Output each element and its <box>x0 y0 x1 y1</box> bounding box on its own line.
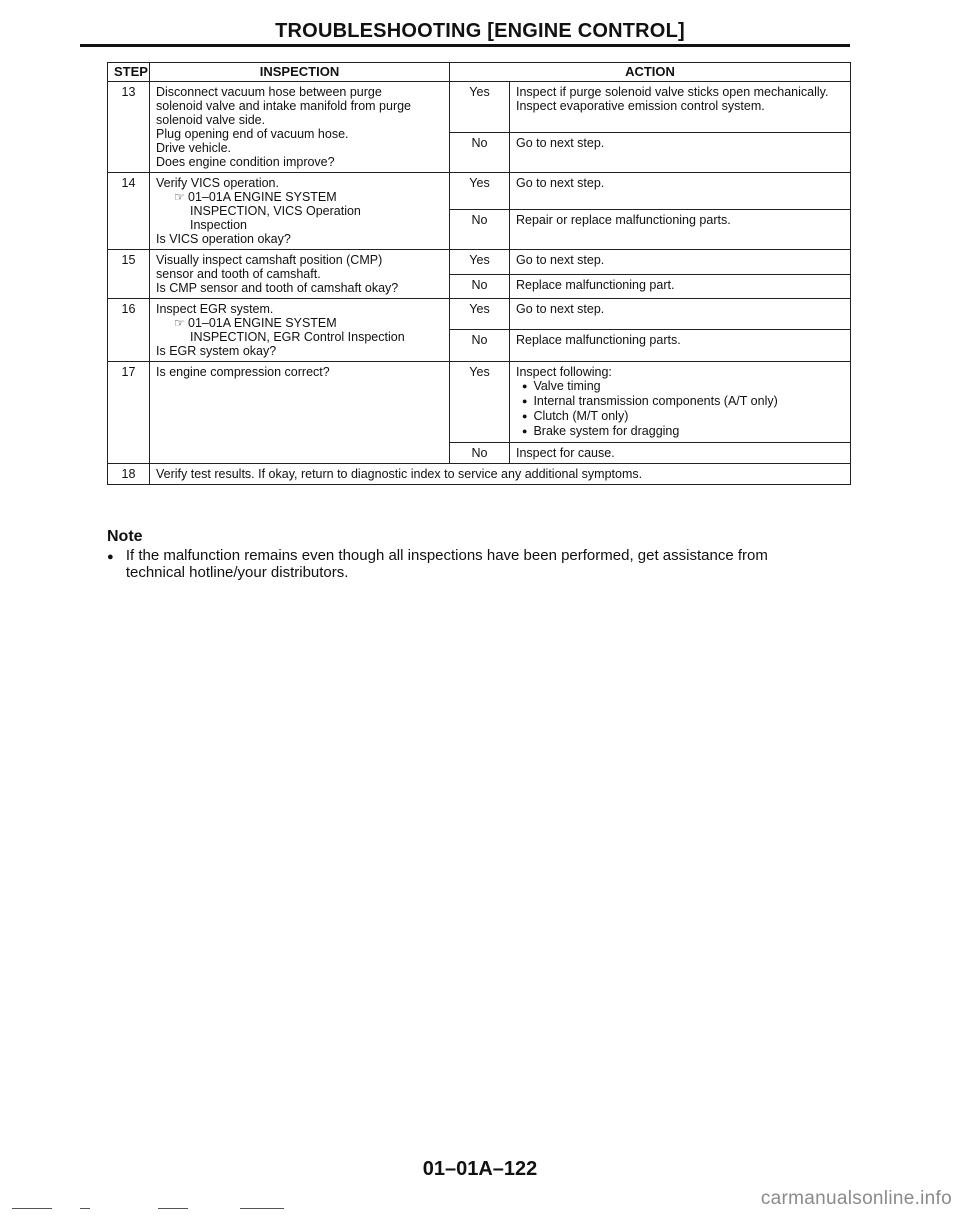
action-line: Go to next step. <box>516 253 605 267</box>
list-item: ● Valve timing <box>522 379 844 394</box>
inspection-line: Is engine compression correct? <box>156 365 330 379</box>
step-number: 17 <box>108 362 150 464</box>
step-number: 18 <box>108 464 150 485</box>
action-cell <box>510 274 851 299</box>
yes-label: Yes <box>450 299 510 330</box>
reference-line: Inspection <box>190 218 247 232</box>
action-line: Inspect for cause. <box>516 446 615 460</box>
yes-label: Yes <box>450 362 510 443</box>
footer-scan-marks <box>0 1208 300 1211</box>
inspection-cell <box>150 82 450 173</box>
inspection-cell <box>150 250 450 299</box>
inspection-line: solenoid valve side. <box>156 113 266 127</box>
action-cell <box>510 330 851 362</box>
action-line: Inspect evaporative emission control system. <box>516 99 765 113</box>
action-cell <box>510 173 851 210</box>
reference-line <box>156 316 443 330</box>
note-section <box>107 528 807 581</box>
inspection-column-header: INSPECTION <box>150 63 450 82</box>
table-row <box>108 464 851 485</box>
action-cell <box>510 362 851 443</box>
no-label: No <box>450 443 510 464</box>
inspection-line: solenoid valve and intake manifold from purge <box>156 99 412 113</box>
page-number: 01–01A–122 <box>422 1158 538 1180</box>
bullet-icon: ● <box>107 551 114 563</box>
inspection-line: Is EGR system okay? <box>156 344 277 358</box>
page-header-title: TROUBLESHOOTING [ENGINE CONTROL] <box>275 20 685 42</box>
list-item: ● Brake system for dragging <box>522 424 844 439</box>
inspection-line: Is CMP sensor and tooth of camshaft okay? <box>156 281 399 295</box>
action-cell <box>510 443 851 464</box>
troubleshooting-table <box>107 62 851 485</box>
step-number: 13 <box>108 82 150 173</box>
no-label: No <box>450 133 510 173</box>
action-cell <box>510 299 851 330</box>
watermark: carmanualsonline.info <box>760 1188 952 1209</box>
inspection-cell: Verify test results. If okay, return to diagnostic index to service any additional symptoms. <box>150 464 851 485</box>
action-cell <box>510 82 851 133</box>
reference-text: 01–01A ENGINE SYSTEM <box>188 190 337 204</box>
reference-line: INSPECTION, VICS Operation <box>190 204 361 218</box>
action-line: Replace malfunctioning part. <box>516 277 675 292</box>
yes-label: Yes <box>450 173 510 210</box>
action-cell <box>510 210 851 250</box>
action-line: Inspect following: <box>516 365 612 379</box>
scan-mark <box>158 1208 188 1209</box>
yes-label: Yes <box>450 82 510 133</box>
list-item: ● Clutch (M/T only) <box>522 409 844 424</box>
no-label: No <box>450 274 510 299</box>
action-line: Repair or replace malfunctioning parts. <box>516 213 731 227</box>
yes-label: Yes <box>450 250 510 275</box>
action-cell <box>510 250 851 275</box>
step-number: 14 <box>108 173 150 250</box>
scan-mark <box>240 1208 284 1209</box>
inspection-cell <box>150 299 450 362</box>
step-column-header: STEP <box>108 63 150 82</box>
inspection-line: Plug opening end of vacuum hose. <box>156 127 349 141</box>
bullet-list <box>516 379 844 439</box>
action-line: Go to next step. <box>516 136 605 150</box>
inspection-line: sensor and tooth of camshaft. <box>156 267 321 281</box>
reference-line <box>156 190 443 204</box>
scan-mark <box>80 1208 90 1209</box>
action-cell <box>510 133 851 173</box>
table-row <box>108 250 851 275</box>
note-item <box>107 547 807 581</box>
no-label: No <box>450 330 510 362</box>
inspection-line: Does engine condition improve? <box>156 155 335 169</box>
inspection-line: Is VICS operation okay? <box>156 232 291 246</box>
note-text: If the malfunction remains even though all inspections have been performed, get assistance from technical hotline/your distributors. <box>125 547 768 581</box>
action-line: Go to next step. <box>516 176 605 190</box>
no-label: No <box>450 210 510 250</box>
table-row <box>108 362 851 443</box>
inspection-cell <box>150 362 450 464</box>
inspection-line: Drive vehicle. <box>156 141 232 155</box>
table-row <box>108 173 851 210</box>
table-header-row <box>108 63 851 82</box>
action-column-header: ACTION <box>450 63 851 82</box>
inspection-cell <box>150 173 450 250</box>
action-line: Inspect if purge solenoid valve sticks open mechanically. <box>516 85 829 99</box>
table-row <box>108 299 851 330</box>
action-line: Replace malfunctioning parts. <box>516 333 681 347</box>
inspection-line: Disconnect vacuum hose between purge <box>156 85 382 99</box>
reference-pointer-icon: ☞ <box>174 190 185 204</box>
reference-pointer-icon: ☞ <box>174 316 185 330</box>
table-row <box>108 82 851 133</box>
inspection-line: Verify VICS operation. <box>156 176 279 190</box>
action-line: Go to next step. <box>516 302 605 316</box>
step-number: 15 <box>108 250 150 299</box>
scan-mark <box>12 1208 52 1209</box>
step-number: 16 <box>108 299 150 362</box>
list-item: ● Internal transmission components (A/T only) <box>522 394 844 409</box>
header-rule <box>80 44 850 47</box>
reference-text: 01–01A ENGINE SYSTEM <box>188 316 337 330</box>
inspection-line: Inspect EGR system. <box>156 302 274 316</box>
reference-line: INSPECTION, EGR Control Inspection <box>190 330 405 344</box>
note-title: Note <box>107 528 143 545</box>
inspection-line: Visually inspect camshaft position (CMP) <box>156 253 383 267</box>
